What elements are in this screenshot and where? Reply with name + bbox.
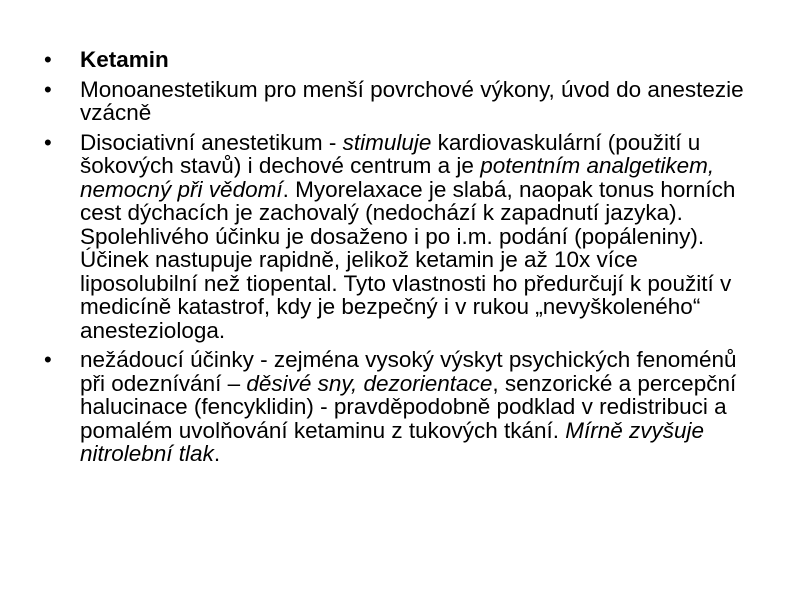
text-segment-italic: potentním analgetikem, nemocný při vědomí (80, 153, 715, 202)
text-segment: . (213, 441, 221, 466)
bullet-dot-icon: • (44, 47, 52, 72)
bullet-item-ketamin-title (44, 48, 744, 72)
text-segment: Monoanestetikum pro menší povrchové výkony, úvod do anestezie vzácně (80, 76, 744, 125)
text-segment-italic: stimuluje (342, 129, 432, 155)
slide-heading: Ketamin (80, 47, 169, 72)
bullet-dot-icon: • (44, 76, 52, 102)
bullet-item-nezadouci-ucinky (44, 348, 744, 466)
text-segment: kardiovaskulární (použití u šokových stavů) i dechové centrum a je (80, 129, 701, 178)
bullet-list (44, 48, 744, 472)
bullet-item-monoanestetikum (44, 78, 744, 125)
text-segment: , senzorické a percepční halucinace (fencyklidin) - pravděpodobně podklad v redistribuci a pomalém uvolňování ketaminu z tukových tkání. (80, 370, 737, 443)
text-segment: nežádoucí účinky - zejména vysoký výskyt psychických fenoménů při odeznívání – (80, 347, 737, 396)
bullet-dot-icon: • (44, 347, 52, 372)
text-segment: . Myorelaxace je slabá, naopak tonus horních cest dýchacích je zachovalý (nedochází k zapadnutí jazyka). Spolehlivého účinku je dosaženo i po i.m. podání (popáleniny). Účinek nastupuje rapidně, jelikož ketamin je až 10x více liposolubilní než tiopental. Tyto vlastnosti ho předurčují k použití v medicíně katastrof, kdy je bezpečný i v rukou „nevyškoleného“ anesteziologa. (80, 176, 736, 343)
text-segment-italic: děsivé sny, dezorientace (246, 370, 493, 396)
text-segment-italic: Mírně zvyšuje nitrolební tlak (80, 417, 705, 466)
text-segment: Disociativní anestetikum - (80, 129, 343, 155)
bullet-dot-icon: • (44, 129, 52, 155)
bullet-item-disociativni (44, 131, 744, 343)
